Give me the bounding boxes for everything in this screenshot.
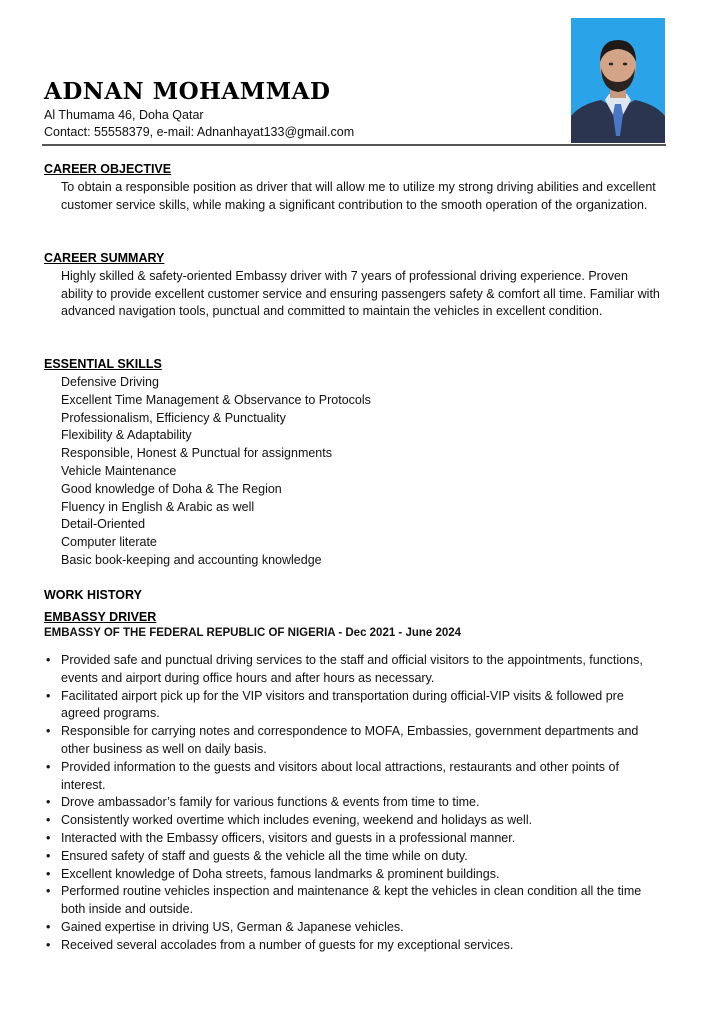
career-summary-text: Highly skilled & safety-oriented Embassy driver with 7 years of professional driving experience. Proven ability to provide excellent customer service and ensuring passengers safety & comfort all time. Familiar with advanced navigation tools, punctual and committed to maintain the vehicles in excellent condition.	[61, 269, 660, 319]
essential-skills-heading: ESSENTIAL SKILLS	[44, 357, 162, 371]
candidate-name: ADNAN MOHAMMAD	[44, 78, 331, 105]
duty-item: • Performed routine vehicles inspection and maintenance & kept the vehicles in clean condition all the time both inside and outside.	[44, 883, 664, 919]
skill-item: Excellent Time Management & Observance to Protocols	[61, 392, 371, 407]
duties-list	[44, 652, 664, 955]
skill-item: Vehicle Maintenance	[61, 463, 177, 478]
duty-item: • Ensured safety of staff and guests & the vehicle all the time while on duty.	[44, 848, 664, 866]
duty-item: • Provided information to the guests and visitors about local attractions, restaurants and other points of interest.	[44, 759, 664, 795]
duty-item: • Facilitated airport pick up for the VIP visitors and transportation during official-VIP visits & followed pre agreed programs.	[44, 688, 664, 724]
duty-item: • Responsible for carrying notes and correspondence to MOFA, Embassies, government departments and other business as well on daily basis.	[44, 723, 664, 759]
duty-item: • Drove ambassador’s family for various functions & events from time to time.	[44, 794, 664, 812]
skills-list	[61, 374, 371, 570]
skill-item: Fluency in English & Arabic as well	[61, 499, 255, 514]
duty-item: • Received several accolades from a number of guests for my exceptional services.	[44, 937, 664, 955]
contact-info: Contact: 55558379, e-mail: Adnanhayat133@gmail.com	[44, 125, 355, 139]
address: Al Thumama 46, Doha Qatar	[44, 108, 204, 122]
header-divider	[42, 144, 666, 146]
duty-item: • Interacted with the Embassy officers, visitors and guests in a professional manner.	[44, 830, 664, 848]
skill-item: Flexibility & Adaptability	[61, 428, 192, 443]
skill-item: Professionalism, Efficiency & Punctuality	[61, 410, 286, 425]
duty-item: • Gained expertise in driving US, German & Japanese vehicles.	[44, 919, 664, 937]
skill-item: Computer literate	[61, 535, 157, 550]
skill-item: Basic book-keeping and accounting knowledge	[61, 552, 322, 567]
profile-photo	[571, 18, 665, 143]
skill-item: Responsible, Honest & Punctual for assignments	[61, 446, 332, 461]
duty-item: • Excellent knowledge of Doha streets, famous landmarks & prominent buildings.	[44, 866, 664, 884]
skill-item: Defensive Driving	[61, 375, 159, 389]
career-objective-text: To obtain a responsible position as driver that will allow me to utilize my strong driving abilities and excellent customer service skills, while making a significant contribution to the smooth operation of the organization.	[61, 180, 656, 212]
skill-item: Detail-Oriented	[61, 517, 146, 532]
skill-item: Good knowledge of Doha & The Region	[61, 481, 282, 496]
duty-item: • Consistently worked overtime which includes evening, weekend and holidays as well.	[44, 812, 664, 830]
job-title: EMBASSY DRIVER	[44, 610, 157, 624]
work-history-heading: WORK HISTORY	[44, 588, 142, 602]
duty-item: • Provided safe and punctual driving services to the staff and official visitors to the appointments, functions, events and airport during office hours and after hours as necessary.	[44, 652, 664, 688]
employer-and-dates: EMBASSY OF THE FEDERAL REPUBLIC OF NIGERIA - Dec 2021 - June 2024	[44, 627, 462, 639]
career-summary-heading: CAREER SUMMARY	[44, 251, 165, 265]
career-objective-heading: CAREER OBJECTIVE	[44, 162, 172, 176]
